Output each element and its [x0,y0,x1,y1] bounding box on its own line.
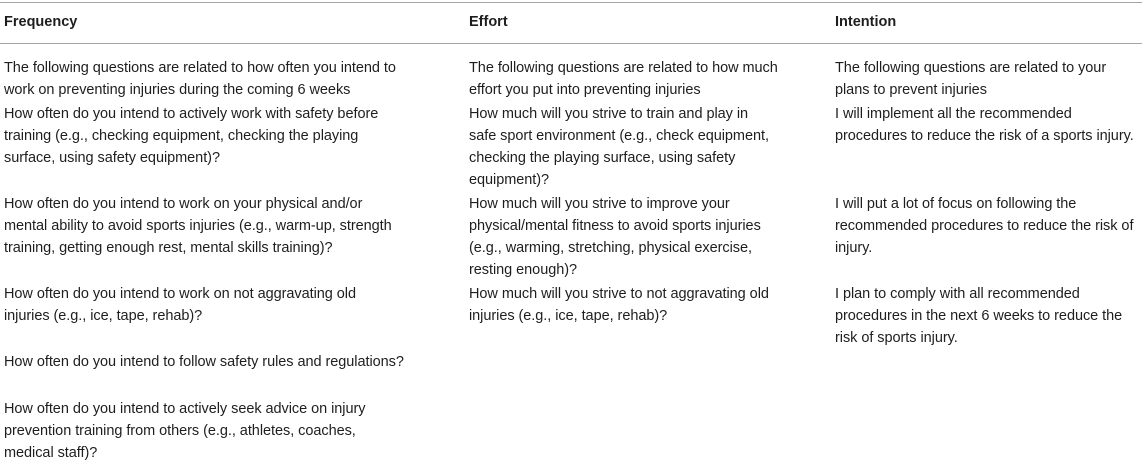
table-header-rule [0,43,1142,44]
frequency-cell: How often do you intend to actively seek advice on injury prevention training from others (e.g., athletes, coaches, medical staff)? [4,401,366,461]
intention-cell: I plan to comply with all recommended procedures in the next 6 weeks to reduce the risk of sports injury. [835,286,1123,346]
header-effort: Effort [469,14,508,30]
table-header-row [0,2,1142,43]
frequency-cell: How often do you intend to actively work with safety before training (e.g., checking equipment, checking the playing surface, using safety equipment)? [4,106,379,166]
header-frequency: Frequency [4,14,78,30]
effort-cell: The following questions are related to how much effort you put into preventing injuries [469,60,778,98]
effort-cell: How much will you strive to improve your physical/mental fitness to avoid sports injuries (e.g., warming, stretching, physical exercise, resting enough)? [469,196,761,278]
header-intention: Intention [835,14,897,30]
frequency-cell: How often do you intend to work on your physical and/or mental ability to avoid sports injuries (e.g., warm-up, strength training, getting enough rest, mental skills training)? [4,196,392,256]
frequency-cell: How often do you intend to work on not aggravating old injuries (e.g., ice, tape, rehab)? [4,286,356,324]
intention-cell: I will implement all the recommended procedures to reduce the risk of a sports injury. [835,106,1134,144]
effort-cell: How much will you strive to not aggravating old injuries (e.g., ice, tape, rehab)? [469,286,769,324]
frequency-cell: The following questions are related to how often you intend to work on preventing injuries during the coming 6 weeks [4,60,396,98]
intention-cell: The following questions are related to your plans to prevent injuries [835,60,1107,98]
effort-cell: How much will you strive to train and play in safe sport environment (e.g., check equipment, checking the playing surface, using safety equipment)? [469,106,769,188]
frequency-cell: How often do you intend to follow safety rules and regulations? [4,354,404,370]
intention-cell: I will put a lot of focus on following the recommended procedures to reduce the risk of injury. [835,196,1134,256]
